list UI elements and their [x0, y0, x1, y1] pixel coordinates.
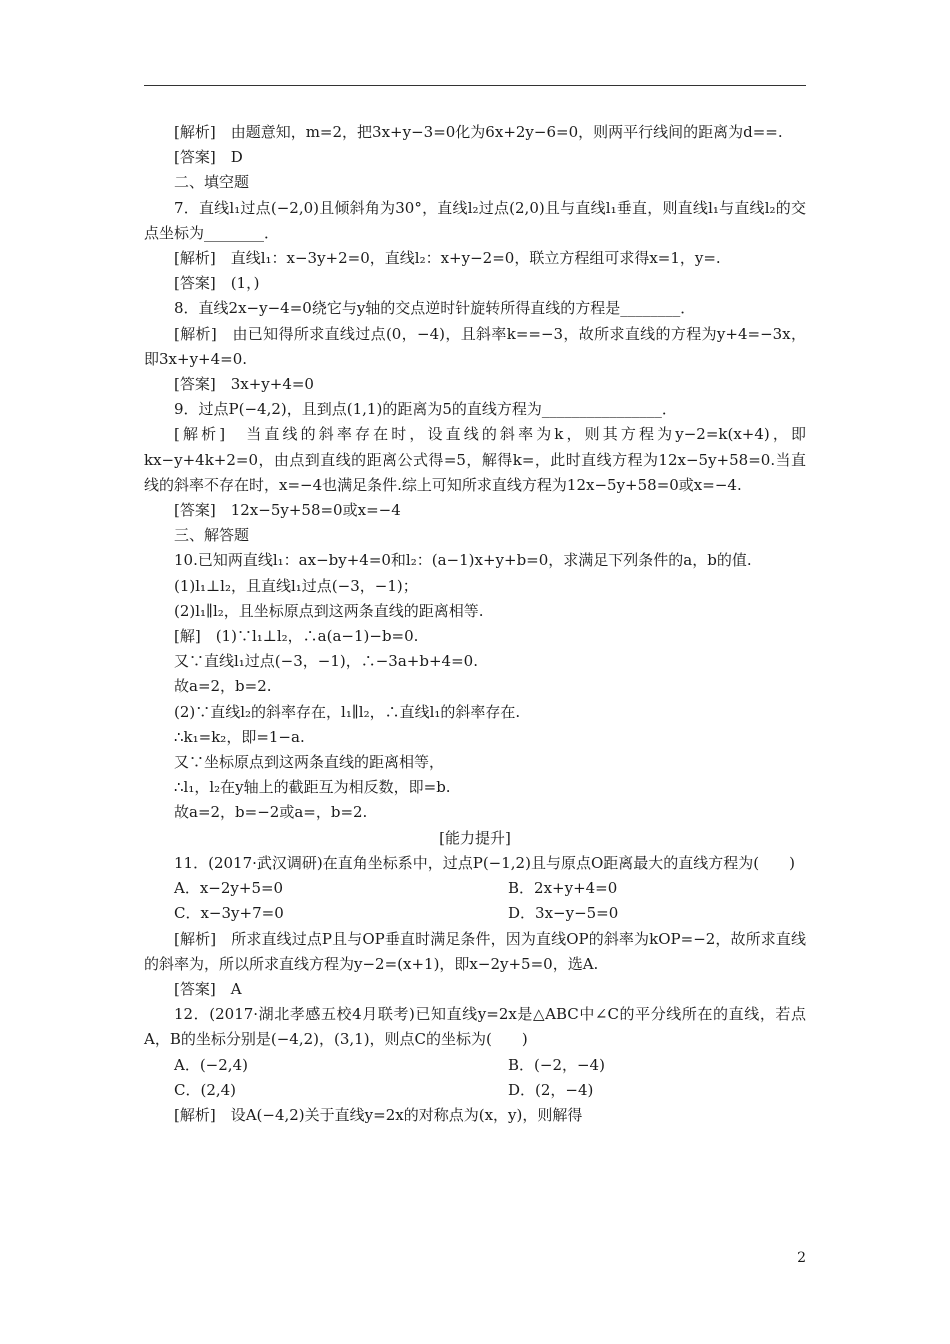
solution-line: 故a=2，b=2.: [174, 677, 272, 696]
option-d: D．(2，−4): [508, 1080, 594, 1099]
condition-1: (1)l₁⊥l₂，且直线l₁过点(−3，−1)；: [174, 576, 418, 595]
options-row: [144, 1053, 806, 1078]
solution-line: ∴l₁，l₂在y轴上的截距互为相反数，即=b.: [174, 778, 451, 797]
question-9: 9．过点P(−4,2)，且到点(1,1)的距离为5的直线方程为________________．: [174, 400, 677, 419]
options-row: [144, 1078, 806, 1103]
condition-2: (2)l₁∥l₂，且坐标原点到这两条直线的距离相等.: [174, 601, 484, 620]
option-d: D．3x−y−5=0: [508, 904, 619, 923]
analysis-line: [解析] 直线l₁：x−3y+2=0，直线l₂：x+y−2=0，联立方程组可求得x=1，y=.: [174, 249, 721, 268]
answer-line: [答案] A: [174, 979, 242, 998]
options-row: [144, 876, 806, 901]
option-c: C．x−3y+7=0: [174, 904, 284, 923]
answer-line: [答案] 3x+y+4=0: [174, 375, 314, 394]
header-rule: [144, 85, 806, 86]
analysis-line: [解析] 当直线的斜率存在时，设直线的斜率为k，则其方程为y−2=k(x+4)，即kx−y+4k+2=0，由点到直线的距离公式得=5，解得k=，此时直线方程为12x−5y+58=0.当直线的斜率不存在时，x=−4也满足条件.综上可知所求直线方程为12x−5y+58=0或x=−4.: [144, 425, 806, 494]
question-10: 10.已知两直线l₁：ax−by+4=0和l₂：(a−1)x+y+b=0，求满足下列条件的a，b的值.: [174, 551, 752, 570]
document-body: [144, 120, 806, 1128]
options-row: [144, 901, 806, 926]
page-number: 2: [797, 1250, 806, 1266]
solution-line: 又∵坐标原点到这两条直线的距离相等，: [174, 753, 445, 772]
question-12: 12．(2017·湖北孝感五校4月联考)已知直线y=2x是△ABC中∠C的平分线所在的直线，若点A，B的坐标分别是(−4,2)，(3,1)，则点C的坐标为( ): [144, 1005, 806, 1049]
option-a: A．x−2y+5=0: [174, 879, 284, 898]
question-8: 8．直线2x−y−4=0绕它与y轴的交点逆时针旋转所得直线的方程是________．: [174, 299, 696, 318]
option-a: A．(−2,4): [174, 1055, 248, 1074]
answer-line: [答案] (1，): [174, 274, 260, 293]
answer-line: [答案] D: [174, 148, 243, 167]
section-heading: 二、填空题: [174, 173, 250, 192]
option-b: B．(−2，−4): [508, 1055, 605, 1074]
analysis-line: [解析] 设A(−4,2)关于直线y=2x的对称点为(x，y)，则解得: [174, 1105, 583, 1124]
analysis-line: [解析] 由题意知，m=2，把3x+y−3=0化为6x+2y−6=0，则两平行线间的距离为d==.: [174, 123, 783, 141]
option-b: B．2x+y+4=0: [508, 879, 618, 898]
analysis-line: [解析] 所求直线过点P且与OP垂直时满足条件，因为直线OP的斜率为kOP=−2，故所求直线的斜率为，所以所求直线方程为y−2=(x+1)，即x−2y+5=0，选A.: [144, 929, 806, 973]
question-7: 7．直线l₁过点(−2,0)且倾斜角为30°，直线l₂过点(2,0)且与直线l₁垂直，则直线l₁与直线l₂的交点坐标为________．: [144, 198, 806, 242]
solution-line: 又∵直线l₁过点(−3，−1)，∴−3a+b+4=0.: [174, 652, 478, 671]
analysis-line: [解析] 由已知得所求直线过点(0，−4)，且斜率k==−3，故所求直线的方程为y+4=−3x，即3x+y+4=0.: [144, 324, 806, 368]
section-heading: 三、解答题: [174, 526, 250, 545]
option-c: C．(2,4): [174, 1080, 237, 1099]
solution-line: 故a=2，b=−2或a=，b=2.: [174, 803, 368, 822]
question-11: 11．(2017·武汉调研)在直角坐标系中，过点P(−1,2)且与原点O距离最大的直线方程为( ): [174, 853, 795, 872]
solution-line: [解] (1)∵l₁⊥l₂，∴a(a−1)−b=0.: [174, 627, 419, 646]
solution-line: (2)∵直线l₂的斜率存在，l₁∥l₂，∴直线l₁的斜率存在.: [174, 702, 521, 721]
answer-line: [答案] 12x−5y+58=0或x=−4: [174, 501, 401, 520]
solution-line: ∴k₁=k₂，即=1−a.: [174, 727, 305, 746]
section-heading-ability: [能力提升]: [439, 828, 511, 847]
